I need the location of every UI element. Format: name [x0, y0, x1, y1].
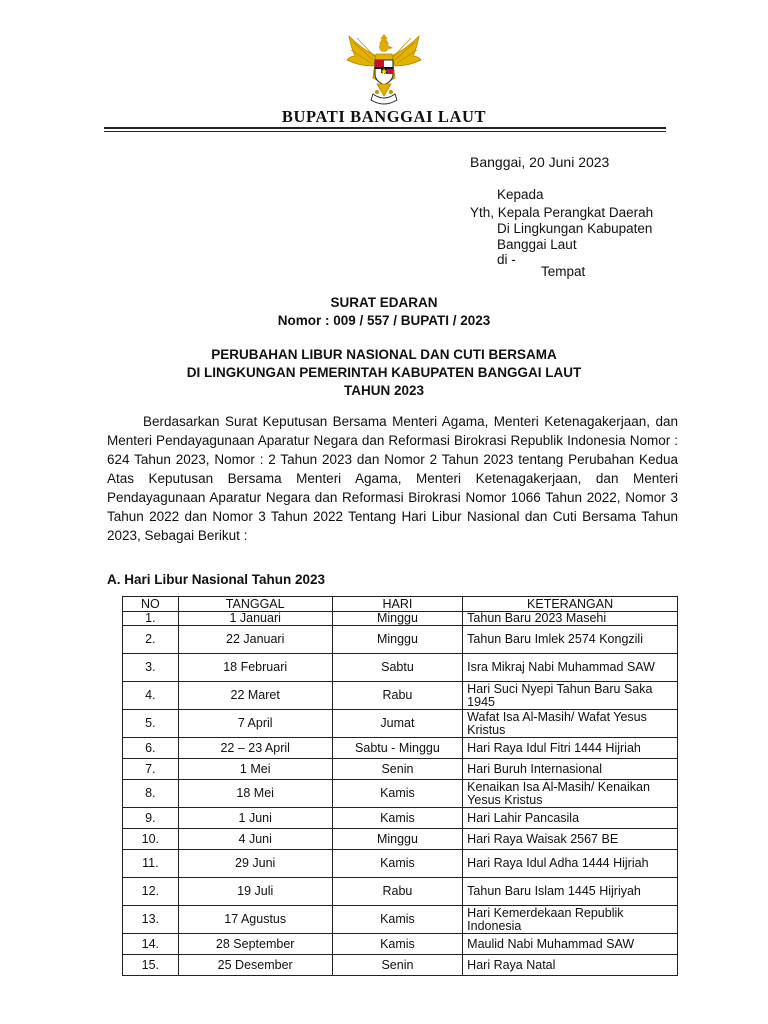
cell-keterangan: Hari Raya Idul Adha 1444 Hijriah: [463, 850, 678, 878]
table-row: [123, 934, 678, 955]
date-line: Banggai, 20 Juni 2023: [470, 154, 610, 170]
garuda-emblem-icon: [343, 30, 425, 110]
cell-tanggal: 28 September: [178, 934, 332, 955]
table-row: [123, 710, 678, 738]
cell-tanggal: 18 Februari: [178, 654, 332, 682]
cell-keterangan: Hari Buruh Internasional: [463, 759, 678, 780]
subject-line2: DI LINGKUNGAN PEMERINTAH KABUPATEN BANGGAI LAUT: [186, 365, 582, 380]
address-line4: di -: [497, 252, 516, 267]
table-row: [123, 682, 678, 710]
cell-hari: Sabtu - Minggu: [332, 738, 462, 759]
letter-number: Nomor : 009 / 557 / BUPATI / 2023: [277, 313, 491, 328]
header-tanggal: TANGGAL: [178, 597, 332, 612]
cell-keterangan: Hari Raya Idul Fitri 1444 Hijriah: [463, 738, 678, 759]
header-no: NO: [123, 597, 179, 612]
table-row: [123, 738, 678, 759]
cell-hari: Kamis: [332, 906, 462, 934]
section-a-title: A. Hari Libur Nasional Tahun 2023: [107, 572, 326, 587]
cell-keterangan: Wafat Isa Al-Masih/ Wafat Yesus Kristus: [463, 710, 678, 738]
cell-tanggal: 4 Juni: [178, 829, 332, 850]
cell-hari: Senin: [332, 759, 462, 780]
cell-keterangan: Tahun Baru 2023 Masehi: [463, 612, 678, 626]
cell-hari: Rabu: [332, 878, 462, 906]
cell-no: 7.: [123, 759, 179, 780]
cell-keterangan: Hari Raya Natal: [463, 955, 678, 976]
cell-no: 6.: [123, 738, 179, 759]
cell-keterangan: Kenaikan Isa Al-Masih/ Kenaikan Yesus Kristus: [463, 780, 678, 808]
cell-tanggal: 22 – 23 April: [178, 738, 332, 759]
cell-no: 15.: [123, 955, 179, 976]
cell-tanggal: 19 Juli: [178, 878, 332, 906]
cell-tanggal: 1 Mei: [178, 759, 332, 780]
cell-tanggal: 1 Juni: [178, 808, 332, 829]
header-rule-thin: [104, 131, 666, 132]
cell-keterangan: Tahun Baru Islam 1445 Hijriyah: [463, 878, 678, 906]
cell-keterangan: Maulid Nabi Muhammad SAW: [463, 934, 678, 955]
cell-no: 4.: [123, 682, 179, 710]
cell-no: 12.: [123, 878, 179, 906]
table-row: [123, 955, 678, 976]
table-row: [123, 612, 678, 626]
cell-hari: Minggu: [332, 626, 462, 654]
cell-hari: Kamis: [332, 934, 462, 955]
cell-no: 10.: [123, 829, 179, 850]
cell-keterangan: Tahun Baru Imlek 2574 Kongzili: [463, 626, 678, 654]
table-row: [123, 759, 678, 780]
cell-no: 1.: [123, 612, 179, 626]
cell-tanggal: 22 Maret: [178, 682, 332, 710]
address-line2: Di Lingkungan Kabupaten: [497, 221, 653, 236]
cell-keterangan: Hari Kemerdekaan Republik Indonesia: [463, 906, 678, 934]
cell-no: 11.: [123, 850, 179, 878]
cell-hari: Senin: [332, 955, 462, 976]
table-row: [123, 906, 678, 934]
body-paragraph-text: Berdasarkan Surat Keputusan Bersama Menteri Agama, Menteri Ketenagakerjaan, dan Menteri Pendayagunaan Aparatur Negara dan Reformasi Birokrasi Republik Indonesia Nomor : 624 Tahun 2023, Nomor : 2 Tahun 2023 dan Nomor 2 Tahun 2023 tentang Perubahan Kedua Atas Keputusan Bersama Menteri Agama, Menteri Ketenagakerjaan, dan Menteri Pendayagunaan Aparatur Negara dan Reformasi Birokrasi Nomor 1066 Tahun 2022, Nomor 3 Tahun 2022 dan Nomor 3 Tahun 2022 Tentang Hari Libur Nasional dan Cuti Bersama Tahun 2023, Sebagai Berikut :: [107, 414, 678, 543]
cell-tanggal: 1 Januari: [178, 612, 332, 626]
cell-hari: Sabtu: [332, 654, 462, 682]
header-title: BUPATI BANGGAI LAUT: [281, 107, 487, 126]
cell-no: 8.: [123, 780, 179, 808]
cell-no: 5.: [123, 710, 179, 738]
cell-hari: Minggu: [332, 612, 462, 626]
cell-tanggal: 17 Agustus: [178, 906, 332, 934]
address-kepada: Kepada: [497, 187, 544, 202]
header-rule-thick: [104, 127, 666, 129]
cell-keterangan: Hari Raya Waisak 2567 BE: [463, 829, 678, 850]
cell-no: 13.: [123, 906, 179, 934]
cell-tanggal: 18 Mei: [178, 780, 332, 808]
cell-tanggal: 7 April: [178, 710, 332, 738]
cell-keterangan: Hari Lahir Pancasila: [463, 808, 678, 829]
cell-no: 14.: [123, 934, 179, 955]
table-header-row: [123, 597, 678, 612]
cell-hari: Kamis: [332, 780, 462, 808]
header-hari: HARI: [332, 597, 462, 612]
cell-hari: Minggu: [332, 829, 462, 850]
holiday-table: [122, 596, 678, 976]
table-row: [123, 850, 678, 878]
subject-line3: TAHUN 2023: [343, 383, 425, 398]
table-row: [123, 878, 678, 906]
table-row: [123, 808, 678, 829]
body-paragraph: [107, 412, 678, 545]
table-row: [123, 780, 678, 808]
cell-no: 3.: [123, 654, 179, 682]
cell-tanggal: 29 Juni: [178, 850, 332, 878]
cell-hari: Kamis: [332, 808, 462, 829]
address-line5: Tempat: [541, 264, 586, 279]
cell-keterangan: Isra Mikraj Nabi Muhammad SAW: [463, 654, 678, 682]
header-keterangan: KETERANGAN: [463, 597, 678, 612]
cell-tanggal: 25 Desember: [178, 955, 332, 976]
address-line3: Banggai Laut: [497, 237, 577, 252]
cell-hari: Kamis: [332, 850, 462, 878]
cell-tanggal: 22 Januari: [178, 626, 332, 654]
letter-type: SURAT EDARAN: [330, 295, 438, 310]
cell-no: 2.: [123, 626, 179, 654]
table-row: [123, 829, 678, 850]
cell-hari: Rabu: [332, 682, 462, 710]
address-yth: Yth, Kepala Perangkat Daerah: [470, 205, 654, 220]
subject-line1: PERUBAHAN LIBUR NASIONAL DAN CUTI BERSAMA: [211, 347, 557, 362]
cell-hari: Jumat: [332, 710, 462, 738]
cell-keterangan: Hari Suci Nyepi Tahun Baru Saka 1945: [463, 682, 678, 710]
table-row: [123, 654, 678, 682]
cell-no: 9.: [123, 808, 179, 829]
table-row: [123, 626, 678, 654]
